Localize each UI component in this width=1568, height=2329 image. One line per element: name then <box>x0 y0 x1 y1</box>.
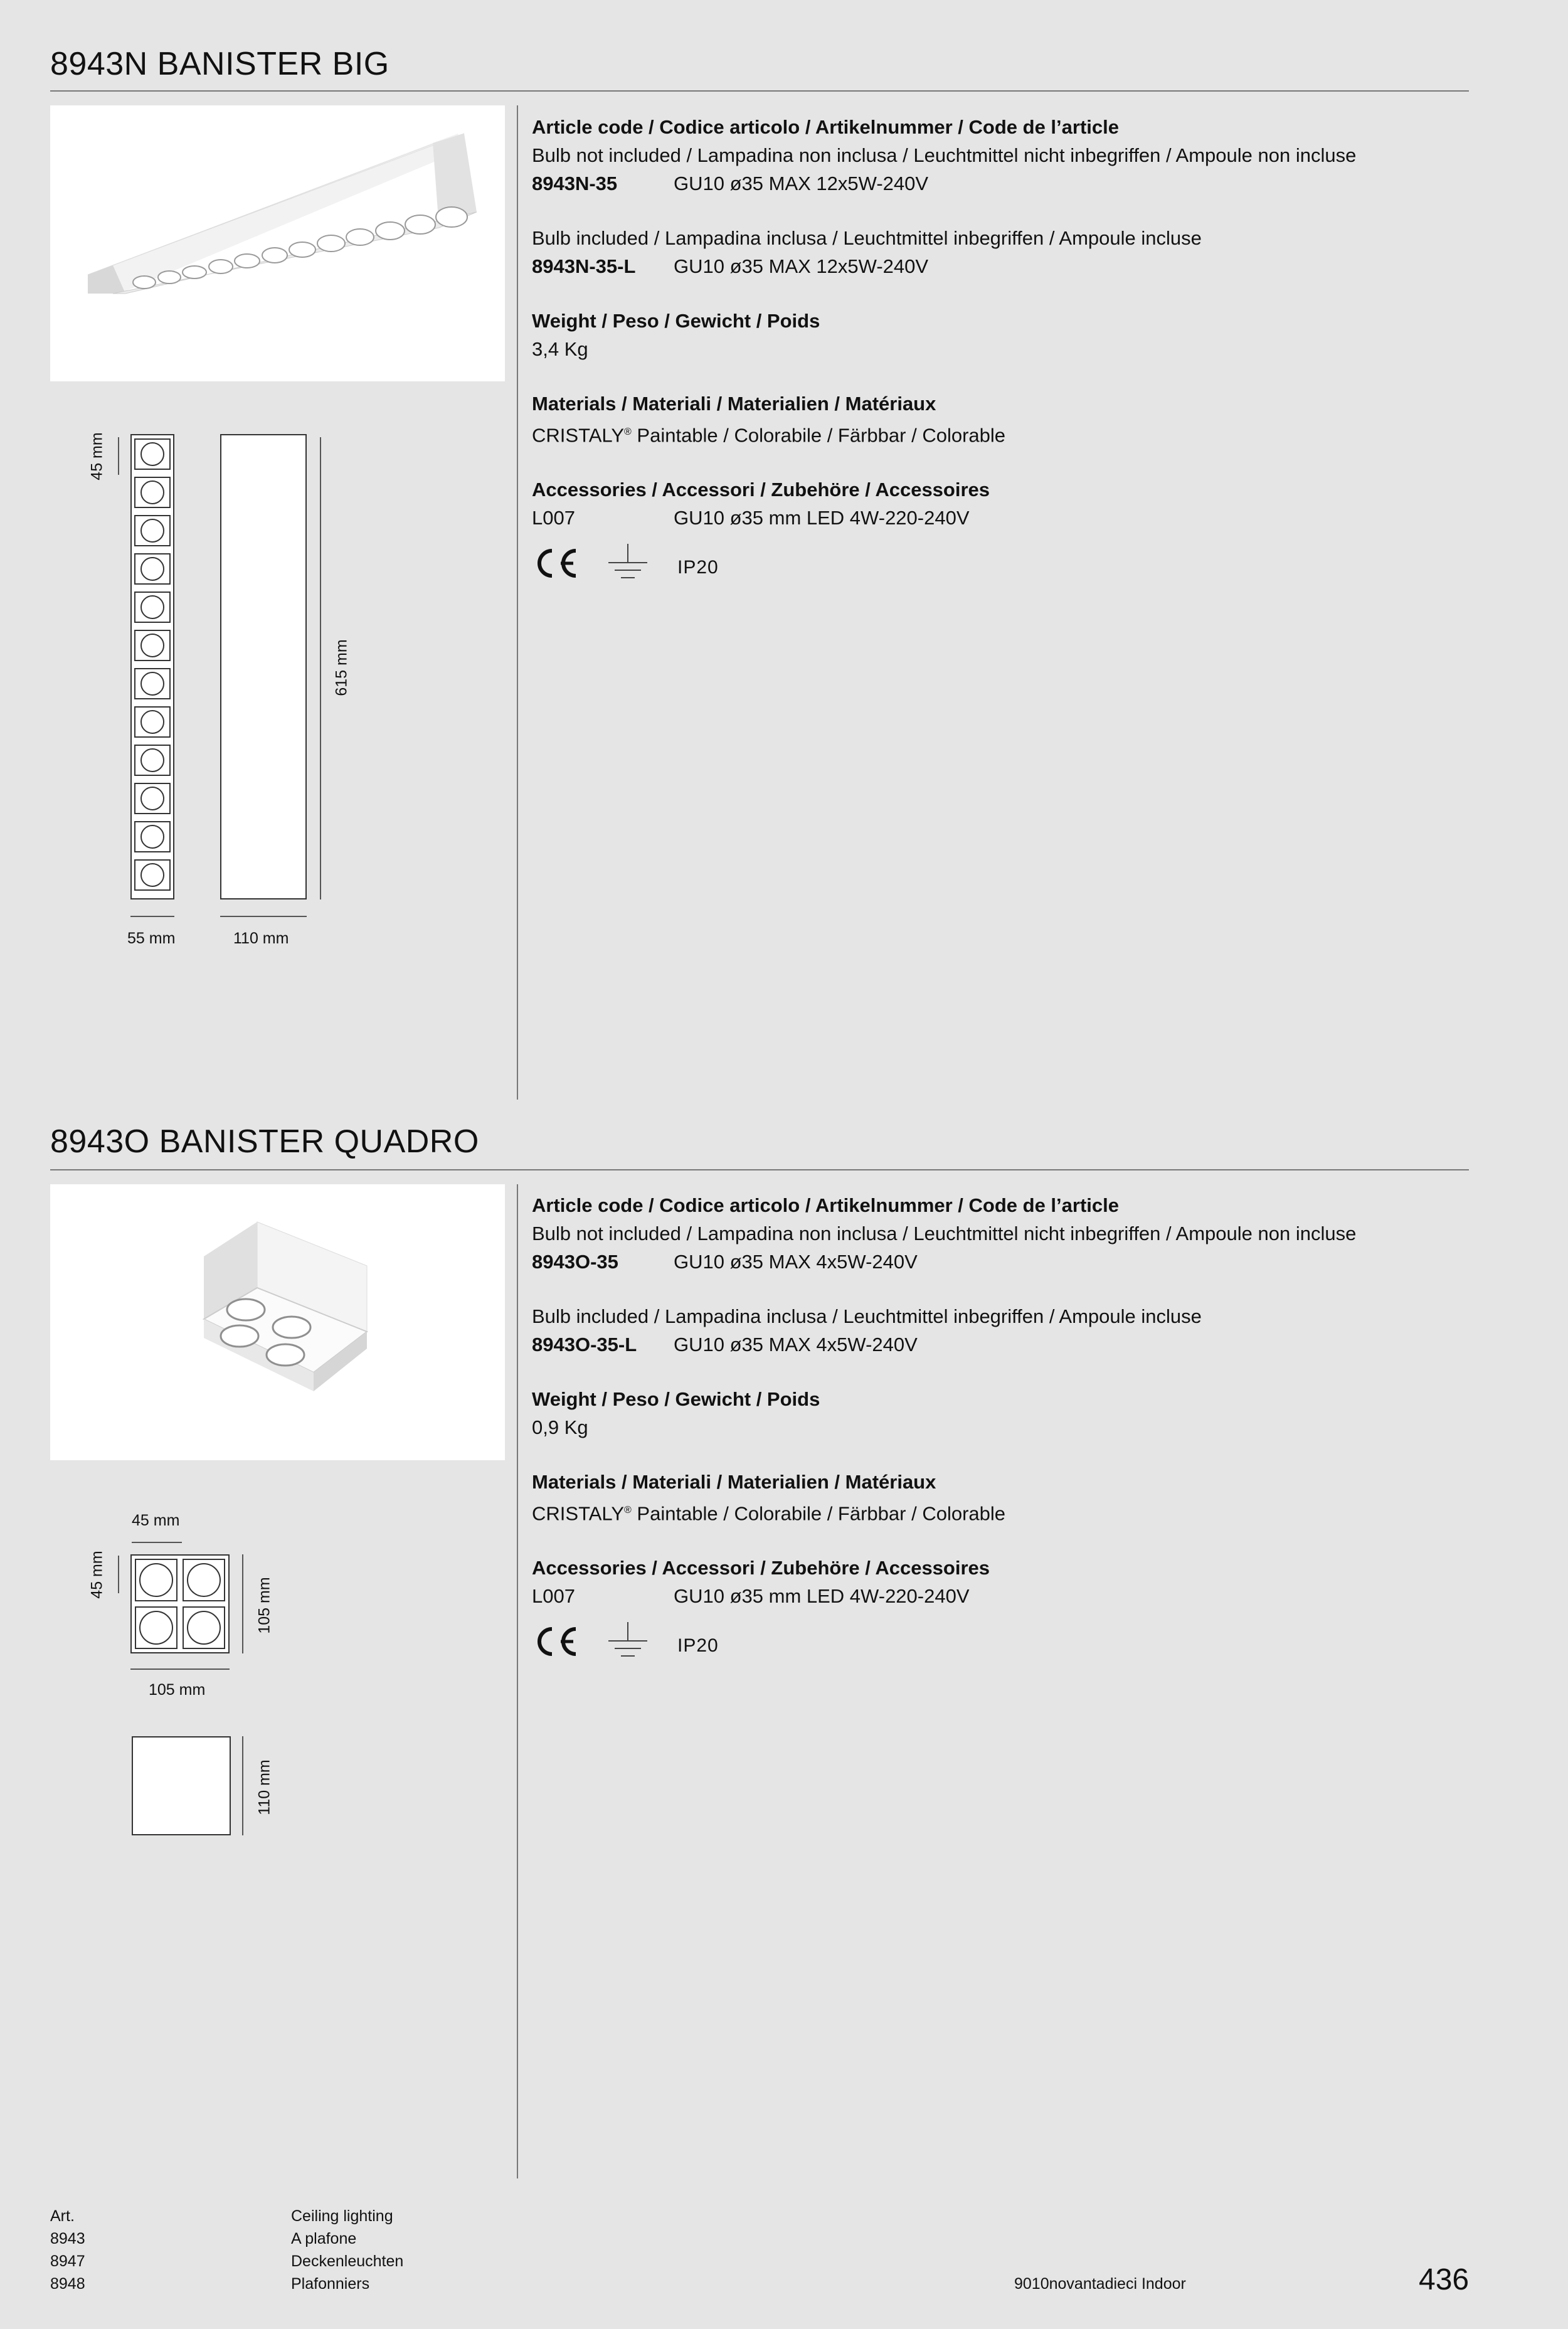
class-two-ground-icon <box>606 1620 650 1671</box>
footer-art-code: 8947 <box>50 2252 85 2270</box>
bulb-included-text: Bulb included / Lampadina inclusa / Leuchtmittel inbegriffen / Ampoule incluse <box>532 227 1202 249</box>
dim-label-module-1: 45 mm <box>88 432 106 480</box>
footer-category: A plafone <box>291 2230 357 2247</box>
article-code: 8943O-35 <box>532 1251 618 1273</box>
accessory-desc: GU10 ø35 mm LED 4W-220-240V <box>674 507 970 529</box>
accessory-code: L007 <box>532 507 575 529</box>
drawing-side-view-1 <box>220 434 307 899</box>
ce-mark-icon <box>532 1625 578 1665</box>
materials-header: Materials / Materiali / Materialien / Matériaux <box>532 1471 936 1493</box>
dim-label-depth-1: 110 mm <box>233 930 289 947</box>
footer-art-code: 8948 <box>50 2275 85 2293</box>
column-divider-1 <box>517 105 518 1100</box>
article-code-header: Article code / Codice articolo / Artikelnummer / Code de l’article <box>532 116 1119 138</box>
article-row <box>532 252 1356 280</box>
dim-line-side-module-2 <box>118 1556 119 1593</box>
weight-value: 0,9 Kg <box>532 1416 588 1438</box>
dim-line-depth-2 <box>242 1736 243 1835</box>
ip-rating: IP20 <box>677 1635 719 1656</box>
article-row <box>532 1330 1356 1359</box>
accessory-row <box>532 504 1356 532</box>
dim-line-length-1 <box>320 437 321 899</box>
product-title-2: 8943O BANISTER QUADRO <box>50 1123 479 1160</box>
weight-header: Weight / Peso / Gewicht / Poids <box>532 1388 820 1410</box>
dim-line-module-1 <box>118 437 119 475</box>
spec-block-1 <box>532 113 1356 586</box>
dim-label-width-2: 105 mm <box>149 1681 206 1699</box>
article-desc: GU10 ø35 MAX 4x5W-240V <box>674 1251 918 1273</box>
drawing-front-view-2 <box>130 1554 230 1653</box>
ce-mark-icon <box>532 547 578 587</box>
bulb-not-included-text: Bulb not included / Lampadina non inclusa / Leuchtmittel nicht inbegriffen / Ampoule non incluse <box>532 144 1357 166</box>
footer-category: Plafonniers <box>291 2275 370 2293</box>
dim-label-depth-2: 110 mm <box>255 1759 273 1815</box>
drawing-front-view-1 <box>130 434 174 899</box>
article-code: 8943O-35-L <box>532 1334 637 1355</box>
registered-mark: ® <box>624 1505 632 1515</box>
materials-value <box>532 418 1356 449</box>
material-brand: CRISTALY <box>532 1502 624 1525</box>
registered-mark: ® <box>624 427 632 437</box>
accessory-code: L007 <box>532 1585 575 1608</box>
article-code-header: Article code / Codice articolo / Artikelnummer / Code de l’article <box>532 1194 1119 1216</box>
drawing-side-view-2 <box>132 1736 231 1835</box>
article-desc: GU10 ø35 MAX 4x5W-240V <box>674 1334 918 1355</box>
certifications-1 <box>532 548 1356 586</box>
bulb-included-text: Bulb included / Lampadina inclusa / Leuchtmittel inbegriffen / Ampoule incluse <box>532 1305 1202 1327</box>
accessory-desc: GU10 ø35 mm LED 4W-220-240V <box>674 1585 970 1608</box>
footer-art-code: 8943 <box>50 2230 85 2247</box>
class-two-ground-icon <box>606 541 650 593</box>
footer-brand: 9010novantadieci Indoor <box>1014 2275 1186 2293</box>
product-title-1: 8943N BANISTER BIG <box>50 46 389 82</box>
dim-line-top-module-2 <box>132 1542 182 1543</box>
accessories-header: Accessories / Accessori / Zubehöre / Accessoires <box>532 1557 990 1579</box>
material-desc: Paintable / Colorabile / Färbbar / Colorable <box>631 1502 1006 1525</box>
dim-line-width-2 <box>130 1668 230 1670</box>
footer-art-label: Art. <box>50 2207 75 2225</box>
title-rule-1 <box>50 90 1469 92</box>
material-brand: CRISTALY <box>532 424 624 447</box>
spec-block-2 <box>532 1191 1356 1664</box>
article-desc: GU10 ø35 MAX 12x5W-240V <box>674 255 929 277</box>
column-divider-2 <box>517 1184 518 2178</box>
ip-rating: IP20 <box>677 556 719 578</box>
footer-art-list <box>50 2205 85 2295</box>
dim-line-height-2 <box>242 1554 243 1653</box>
article-code: 8943N-35-L <box>532 255 636 277</box>
dim-label-length-1: 615 mm <box>332 639 351 696</box>
dim-label-top-module-2: 45 mm <box>132 1512 180 1529</box>
materials-header: Materials / Materiali / Materialien / Matériaux <box>532 393 936 415</box>
page-number: 436 <box>1419 2263 1470 2296</box>
dim-label-height-2: 105 mm <box>255 1577 273 1634</box>
certifications-2 <box>532 1626 1356 1664</box>
materials-value <box>532 1496 1356 1527</box>
dim-label-side-module-2: 45 mm <box>88 1551 106 1599</box>
material-desc: Paintable / Colorabile / Färbbar / Colorable <box>631 424 1006 447</box>
accessories-header: Accessories / Accessori / Zubehöre / Accessoires <box>532 479 990 501</box>
article-row <box>532 1248 1356 1276</box>
article-row <box>532 169 1356 198</box>
dim-line-depth-1 <box>220 916 307 917</box>
product-photo-banister-big <box>50 105 505 381</box>
product-photo-banister-quadro <box>50 1184 505 1460</box>
footer-category-list <box>291 2205 403 2295</box>
title-rule-2 <box>50 1169 1469 1170</box>
dim-label-width-1: 55 mm <box>127 930 176 947</box>
article-desc: GU10 ø35 MAX 12x5W-240V <box>674 172 929 194</box>
bulb-not-included-text: Bulb not included / Lampadina non inclusa / Leuchtmittel nicht inbegriffen / Ampoule non incluse <box>532 1223 1357 1244</box>
article-code: 8943N-35 <box>532 172 618 194</box>
footer-category: Ceiling lighting <box>291 2207 393 2225</box>
dim-line-width-1 <box>130 916 174 917</box>
weight-header: Weight / Peso / Gewicht / Poids <box>532 310 820 332</box>
weight-value: 3,4 Kg <box>532 338 588 360</box>
footer-category: Deckenleuchten <box>291 2252 404 2270</box>
accessory-row <box>532 1582 1356 1610</box>
